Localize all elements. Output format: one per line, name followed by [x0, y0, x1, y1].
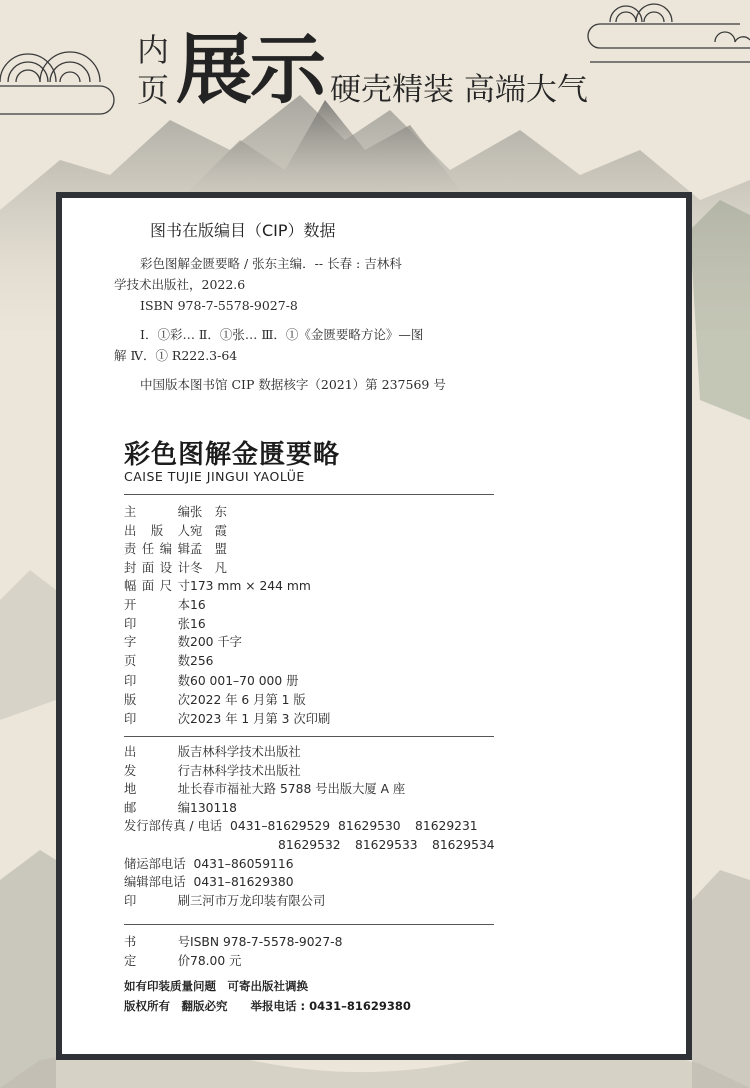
fax-key: 发行部传真 / 电话: [124, 819, 223, 834]
publisher-key: 邮编: [124, 800, 190, 815]
publisher-key: 印刷: [124, 893, 190, 908]
phone-number: 81629532: [278, 837, 341, 852]
publisher-key: 出版: [124, 745, 190, 759]
notices: [124, 976, 524, 1016]
publisher-row: [124, 892, 594, 911]
price-row: [124, 952, 594, 971]
book-title: 彩色图解金匮要略: [124, 440, 341, 470]
isbn-row: [124, 933, 594, 952]
publisher-value: 吉林科学技术出版社: [190, 763, 301, 778]
phone-number: 81629231: [415, 819, 478, 834]
credit-row: [124, 577, 594, 596]
price-key: 定价: [124, 953, 190, 968]
credit-key: 印数: [124, 674, 190, 689]
cip-title: 图书在版编目（CIP）数据: [150, 221, 336, 240]
copyright-page: [56, 192, 692, 1060]
credit-row: [124, 522, 594, 541]
cip-block: [114, 218, 654, 395]
credit-key: 责任编辑: [124, 542, 190, 557]
banner-char-top: 内: [136, 31, 169, 69]
credit-key: 幅面尺寸: [124, 579, 190, 594]
credit-row: [124, 559, 594, 578]
credit-row: [124, 615, 594, 634]
cip-line: 学技术出版社，2022.6: [114, 277, 246, 292]
banner-slogan: 硬壳精装 高端大气: [330, 72, 588, 108]
publisher-row: [124, 762, 594, 781]
credit-value: 2023 年 1 月第 3 次印刷: [190, 711, 331, 726]
credit-key: 主编: [124, 505, 190, 519]
publisher-value: 0431–81629380: [193, 875, 294, 890]
publisher-row: [124, 743, 594, 762]
publisher-row: [124, 799, 594, 818]
divider: [124, 924, 494, 925]
isbn-value: ISBN 978-7-5578-9027-8: [190, 935, 343, 949]
credit-key: 封面设计: [124, 560, 190, 575]
credit-value: 256: [190, 653, 214, 668]
credit-key: 字数: [124, 635, 190, 650]
credit-row: [124, 596, 594, 615]
publisher-key: 储运部电话: [124, 856, 186, 871]
banner-char-bottom: 页: [136, 71, 169, 109]
publisher-row: [124, 780, 594, 799]
publisher-section: [124, 743, 594, 910]
credits-section: [124, 503, 594, 728]
publisher-key: 编辑部电话: [124, 875, 186, 890]
credit-value: 16: [190, 597, 206, 612]
isbn-key: 书号: [124, 935, 190, 949]
publisher-value: 长春市福祉大路 5788 号出版大厦 A 座: [190, 782, 406, 797]
header-banner: [0, 0, 750, 190]
notice-quality: 如有印装质量问题 可寄出版社调换: [124, 979, 308, 993]
divider: [124, 736, 494, 737]
credit-row: [124, 710, 594, 729]
credit-row: [124, 503, 594, 522]
cip-line: Ⅰ．①彩… Ⅱ．①张… Ⅲ．①《金匮要略方论》—图: [140, 327, 424, 342]
pricing-section: [124, 933, 594, 970]
publisher-value: 吉林科学技术出版社: [190, 745, 301, 759]
phone-number: 0431–81629529: [230, 819, 331, 834]
fax-row-continued: [124, 836, 594, 855]
credit-key: 页数: [124, 653, 190, 668]
price-value: 78.00 元: [190, 953, 242, 968]
credit-value: 张 东: [190, 505, 227, 519]
credit-row: [124, 672, 594, 691]
credit-row: [124, 540, 594, 559]
cip-entry: [114, 253, 654, 395]
credit-key: 印张: [124, 616, 190, 631]
publisher-row: [124, 855, 594, 874]
divider: [124, 494, 494, 495]
publisher-value: 130118: [190, 800, 237, 815]
credit-value: 200 千字: [190, 635, 242, 650]
credit-key: 印次: [124, 711, 190, 726]
book-pinyin: CAISE TUJIE JINGUI YAOLÜE: [124, 469, 305, 484]
fax-row: [124, 817, 594, 836]
cip-line: 彩色图解金匮要略 / 张东主编．-- 长春 : 吉林科: [140, 256, 402, 271]
publisher-row: [124, 873, 594, 892]
publisher-key: 地址: [124, 782, 190, 797]
credit-value: 宛 霞: [190, 523, 227, 538]
publisher-value: 三河市万龙印装有限公司: [190, 893, 326, 908]
credit-row: [124, 691, 594, 710]
credit-key: 开本: [124, 597, 190, 612]
credit-value: 孟 盟: [190, 542, 227, 557]
notice-copyright: 版权所有 翻版必究 举报电话 : 0431–81629380: [124, 999, 411, 1013]
credit-value: 60 001–70 000 册: [190, 674, 299, 689]
cip-line: 解 Ⅳ．① R222.3-64: [114, 348, 238, 363]
credit-row: [124, 633, 594, 652]
cip-line: 中国版本图书馆 CIP 数据核字（2021）第 237569 号: [140, 377, 446, 392]
phone-number: 81629534: [432, 837, 495, 852]
credit-row: [124, 652, 594, 671]
credit-value: 2022 年 6 月第 1 版: [190, 692, 306, 707]
phone-number: 81629533: [355, 837, 418, 852]
cip-line: ISBN 978-7-5578-9027-8: [140, 298, 298, 313]
phone-number: 81629530: [338, 819, 401, 834]
credit-value: 16: [190, 616, 206, 631]
fax-numbers: [230, 817, 492, 836]
banner-headline: 展示: [176, 25, 324, 114]
credit-key: 版次: [124, 692, 190, 707]
publisher-value: 0431–86059116: [193, 856, 294, 871]
fax-numbers: [278, 836, 509, 855]
publisher-key: 发行: [124, 763, 190, 778]
credit-value: 冬 凡: [190, 560, 227, 575]
credit-key: 出版人: [124, 523, 190, 538]
credit-value: 173 mm × 244 mm: [190, 579, 311, 594]
